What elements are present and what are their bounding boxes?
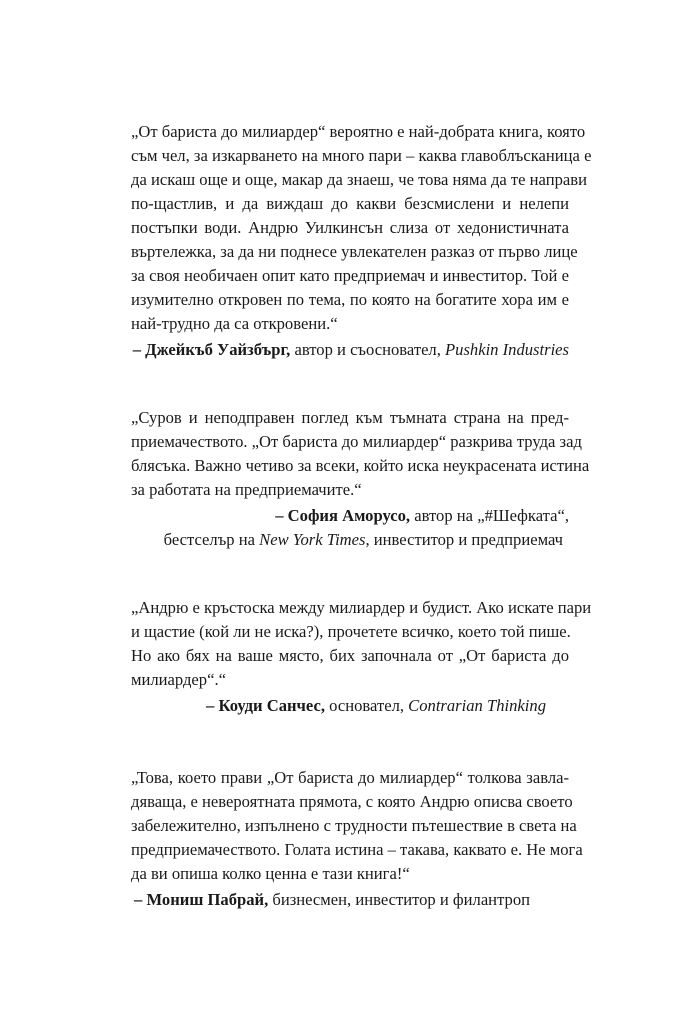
author-role: автор на „#Шефката“, bbox=[410, 506, 569, 525]
author-role: , инвеститор и предприемач bbox=[365, 530, 563, 549]
author-name: – Коуди Санчес, bbox=[206, 696, 325, 715]
author-role: бизнесмен, инвеститор и филантроп bbox=[268, 890, 530, 909]
quote-line: „Суров и неподправен поглед към тъмната страна на пред- bbox=[131, 408, 569, 427]
quote-attribution bbox=[133, 338, 569, 362]
quote-line: „Андрю е кръстоска между милиардер и будист. Ако искате пари bbox=[131, 598, 592, 617]
author-name: – Мониш Пабрай, bbox=[134, 890, 269, 909]
quote-attribution bbox=[134, 888, 530, 912]
quote-line: и щастие (кой ли не иска?), прочетете всичко, което той пише. bbox=[131, 622, 571, 641]
author-name: – Джейкъб Уайзбърг, bbox=[132, 340, 291, 359]
quote-line: приемачеството. „От бариста до милиардер“ разкрива труда зад bbox=[131, 432, 582, 451]
quote-line: въртележка, за да ни поднесе увлекателен разказ от първо лице bbox=[131, 242, 578, 261]
quote-line: съм чел, за изкарването на много пари – каква главоблъсканица е bbox=[131, 146, 592, 165]
author-org: Pushkin Industries bbox=[445, 340, 569, 359]
quote-attribution-line2 bbox=[164, 528, 563, 552]
quote-line: изумително откровен по тема, по която на богатите хора им е bbox=[131, 290, 569, 309]
quote-line: да ви опиша колко ценна е тази книга!“ bbox=[131, 864, 410, 883]
author-role: бестселър на bbox=[163, 530, 260, 549]
quote-line: да искаш още и още, макар да знаеш, че това няма да те направи bbox=[131, 170, 587, 189]
quote-line: забележително, изпълнено с трудности пътешествие в света на bbox=[131, 816, 577, 835]
quote-line: блясъка. Важно четиво за всеки, който иска неукрасената истина bbox=[131, 456, 590, 475]
quote-line: „От бариста до милиардер“ вероятно е най-добрата книга, която bbox=[131, 122, 586, 141]
author-role: автор и съосновател, bbox=[290, 340, 446, 359]
author-role: основател, bbox=[325, 696, 409, 715]
author-org: New York Times bbox=[259, 530, 366, 549]
quote-line: „Това, което прави „От бариста до милиардер“ толкова завла- bbox=[131, 768, 569, 787]
quote-line: постъпки води. Андрю Уилкинсън слиза от хедонистичната bbox=[131, 218, 569, 237]
quote-attribution bbox=[275, 504, 569, 528]
quote-line: милиардер“.“ bbox=[131, 670, 226, 689]
quote-line: дяваща, е невероятната прямота, с която Андрю описва своето bbox=[131, 792, 573, 811]
quote-attribution bbox=[206, 694, 546, 718]
author-name: – София Аморусо, bbox=[275, 506, 411, 525]
quote-line: Но ако бях на ваше място, бих започнала от „От бариста до bbox=[131, 646, 569, 665]
quote-line: за работата на предприемачите.“ bbox=[131, 480, 362, 499]
author-org: Contrarian Thinking bbox=[408, 696, 546, 715]
quote-line: по-щастлив, и да виждаш до какви безсмислени и нелепи bbox=[131, 194, 569, 213]
quote-line: най-трудно да са откровени.“ bbox=[131, 314, 338, 333]
quote-line: за своя необичаен опит като предприемач и инвеститор. Той е bbox=[131, 266, 569, 285]
quote-line: предприемачеството. Голата истина – такава, каквато е. Не мога bbox=[131, 840, 583, 859]
